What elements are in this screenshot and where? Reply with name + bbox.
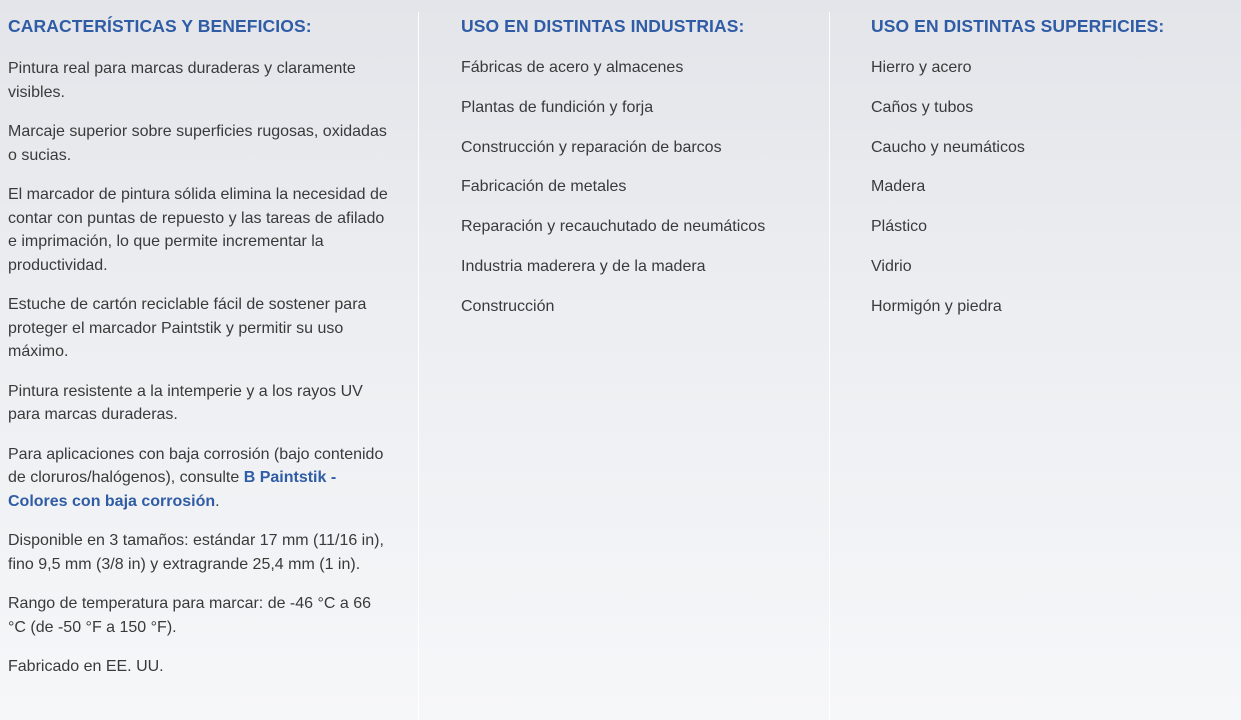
surface-item: Hierro y acero xyxy=(871,59,972,76)
industries-heading: USO EN DISTINTAS INDUSTRIAS: xyxy=(461,16,745,36)
feature-item: Pintura real para marcas duraderas y claramente visibles. xyxy=(8,60,356,101)
feature-item: Rango de temperatura para marcar: de -46 °C a 66 °C (de -50 °F a 150 °F). xyxy=(8,595,372,636)
feature-item-corrosion xyxy=(8,443,388,514)
industry-item: Plantas de fundición y forja xyxy=(461,98,654,116)
industry-item: Construcción xyxy=(461,297,555,315)
surface-item: Caños y tubos xyxy=(871,98,974,116)
low-corrosion-link[interactable]: B Paintstik - Colores con baja corrosión xyxy=(8,469,337,510)
industries-list xyxy=(461,56,821,318)
feature-item: Marcaje superior sobre superficies rugosas, oxidadas o sucias. xyxy=(8,123,387,164)
features-list xyxy=(8,57,388,679)
surface-item: Madera xyxy=(871,178,926,196)
surfaces-column xyxy=(871,0,1231,318)
surface-item: Plástico xyxy=(871,218,928,236)
feature-item: Estuche de cartón reciclable fácil de sostener para proteger el marcador Paintstik y permitir su uso máximo. xyxy=(8,296,367,360)
feature-item: El marcador de pintura sólida elimina la necesidad de contar con puntas de repuesto y las tareas de afilado e imprimación, lo que permite incrementar la productividad. xyxy=(8,186,388,274)
column-divider xyxy=(418,12,419,720)
feature-item: Fabricado en EE. UU. xyxy=(8,658,164,675)
surface-item: Hormigón y piedra xyxy=(871,297,1002,315)
corrosion-end: . xyxy=(215,492,220,510)
features-heading: CARACTERÍSTICAS Y BENEFICIOS: xyxy=(8,16,312,36)
feature-item: Pintura resistente a la intemperie y a los rayos UV para marcas duraderas. xyxy=(8,382,363,423)
features-column xyxy=(8,0,388,679)
industry-item: Industria maderera y de la madera xyxy=(461,257,706,275)
corrosion-text: Para aplicaciones con baja corrosión (bajo contenido de cloruros/halógenos), consulte xyxy=(8,445,384,486)
industry-item: Fábricas de acero y almacenes xyxy=(461,59,684,76)
industry-item: Construcción y reparación de barcos xyxy=(461,138,722,156)
surfaces-heading: USO EN DISTINTAS SUPERFICIES: xyxy=(871,16,1165,36)
column-divider xyxy=(829,12,830,720)
industry-item: Fabricación de metales xyxy=(461,178,627,196)
surfaces-list xyxy=(871,56,1231,318)
feature-item: Disponible en 3 tamaños: estándar 17 mm (11/16 in), fino 9,5 mm (3/8 in) y extragrande 25,4 mm (1 in). xyxy=(8,532,384,573)
surface-item: Caucho y neumáticos xyxy=(871,138,1025,156)
industry-item: Reparación y recauchutado de neumáticos xyxy=(461,218,766,236)
industries-column xyxy=(461,0,821,318)
surface-item: Vidrio xyxy=(871,257,912,275)
